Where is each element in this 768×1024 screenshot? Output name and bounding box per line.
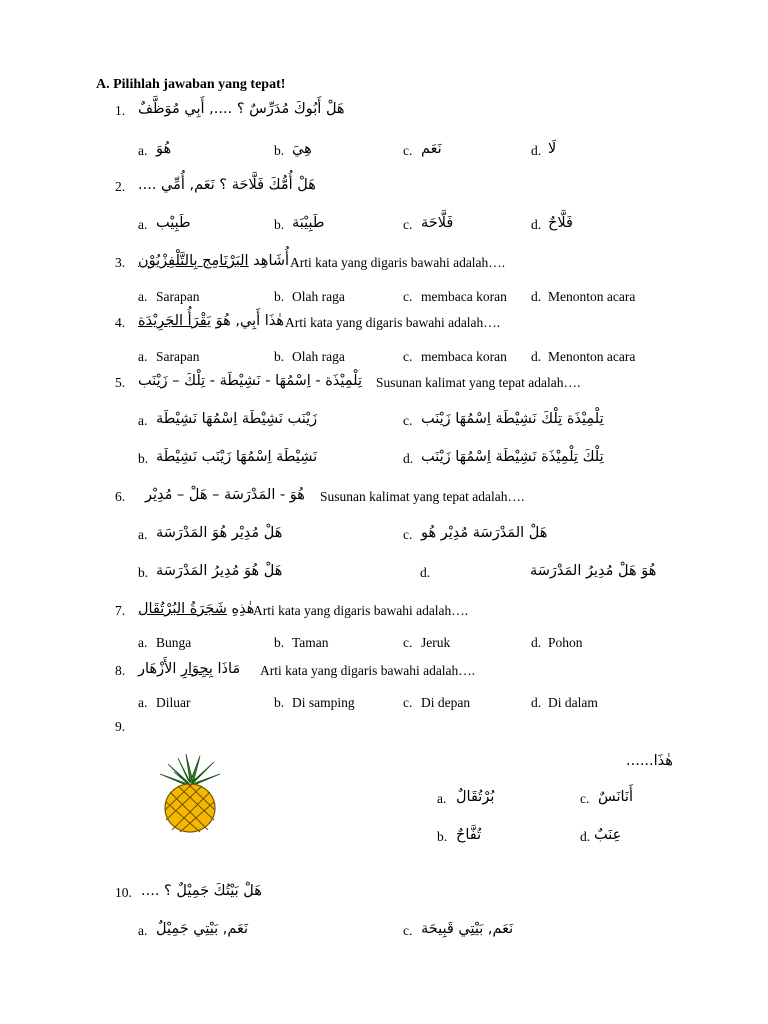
q7-arabic-pre: هٰذِهِ xyxy=(226,601,255,617)
q1-number: 1. xyxy=(115,103,126,118)
q8-number: 8. xyxy=(115,663,126,678)
q5-number: 5. xyxy=(115,375,126,390)
q4-opt-c-label: c. xyxy=(403,349,413,364)
q9-arabic: هٰذَا...... xyxy=(626,753,673,769)
q8-opt-a-label: a. xyxy=(138,695,148,710)
q4-arabic xyxy=(138,312,284,330)
q3-opt-a-label: a. xyxy=(138,289,148,304)
q6-opt-c: هَلْ المَدْرَسَة مُدِيْر هُو xyxy=(421,525,548,541)
q7-opt-b: Taman xyxy=(292,635,329,650)
q4-opt-b-label: b. xyxy=(274,349,285,364)
q10-opt-c-label: c. xyxy=(403,923,413,938)
q6-opt-b-label: b. xyxy=(138,565,149,580)
q2-opt-a-label: a. xyxy=(138,217,148,232)
q3-opt-a: Sarapan xyxy=(156,289,200,304)
q8-arabic-post: الأَزْهَار xyxy=(138,661,181,677)
q2-opt-d: فَلَّاحٌ xyxy=(548,215,573,231)
q8-opt-c: Di depan xyxy=(421,695,471,710)
q7-text: Arti kata yang digaris bawahi adalah…. xyxy=(253,603,469,618)
q7-opt-b-label: b. xyxy=(274,635,285,650)
q6-number: 6. xyxy=(115,489,126,504)
q5-text: Susunan kalimat yang tepat adalah…. xyxy=(376,375,581,390)
q4-text: Arti kata yang digaris bawahi adalah…. xyxy=(285,315,501,330)
q9-opt-d-label: d. xyxy=(580,829,591,844)
q9-opt-a-label: a. xyxy=(437,791,447,806)
q2-arabic: هَلْ أُمُّكَ فَلَّاحَة ؟ نَعَم, أُمِّي .... xyxy=(138,177,316,193)
q4-opt-b: Olah raga xyxy=(292,349,345,364)
q5-opt-b-label: b. xyxy=(138,451,149,466)
q8-opt-a: Diluar xyxy=(156,695,191,710)
q9-opt-c-label: c. xyxy=(580,791,590,806)
q2-number: 2. xyxy=(115,179,126,194)
q1-opt-c: نَعَم xyxy=(421,141,442,157)
q7-opt-a-label: a. xyxy=(138,635,148,650)
q4-arabic-underlined: يَقْرَأُ الجَرِيْدَة xyxy=(138,313,212,329)
q4-number: 4. xyxy=(115,315,126,330)
q4-opt-a: Sarapan xyxy=(156,349,200,364)
q3-opt-c-label: c. xyxy=(403,289,413,304)
pineapple-image xyxy=(156,752,224,834)
section-title: A. Pilihlah jawaban yang tepat! xyxy=(96,77,286,92)
q1-opt-d-label: d. xyxy=(531,143,542,158)
q6-opt-d-label: d. xyxy=(420,565,431,580)
q7-opt-d-label: d. xyxy=(531,635,542,650)
q9-opt-a: بُرْتُقَالٌ xyxy=(456,789,495,805)
q9-opt-d: عِنَبٌ xyxy=(594,827,622,843)
q6-opt-d: هُوَ هَلْ مُدِيرُ المَدْرَسَة xyxy=(530,563,657,579)
q2-opt-b-label: b. xyxy=(274,217,285,232)
q3-opt-d-label: d. xyxy=(531,289,542,304)
q5-opt-a: زَيْنَب نَشِيْطَة اِسْمُهَا نَشِيْطَة xyxy=(156,411,318,427)
q5-opt-d-label: d. xyxy=(403,451,414,466)
q3-arabic-pre: أُشَاهِد xyxy=(248,253,290,269)
q7-arabic-underlined: شَجَرَةُ البُرْتُقَال xyxy=(138,601,227,617)
q8-arabic xyxy=(138,660,240,678)
q9-opt-b: تُفَّاحٌ xyxy=(456,827,482,843)
q8-opt-b: Di samping xyxy=(292,695,355,710)
q3-opt-c: membaca koran xyxy=(421,289,507,304)
q3-opt-d: Menonton acara xyxy=(548,289,636,304)
q10-opt-c: نَعَم, بَيْتِي قَبِيحَة xyxy=(421,921,514,937)
q2-opt-c: فَلَّاحَة xyxy=(421,215,454,231)
q5-opt-a-label: a. xyxy=(138,413,148,428)
q7-number: 7. xyxy=(115,603,126,618)
q5-opt-c-label: c. xyxy=(403,413,413,428)
q4-opt-a-label: a. xyxy=(138,349,148,364)
q9-opt-b-label: b. xyxy=(437,829,448,844)
q7-opt-a: Bunga xyxy=(156,635,192,650)
q3-opt-b-label: b. xyxy=(274,289,285,304)
q1-opt-d: لَا xyxy=(548,141,557,157)
q7-arabic xyxy=(138,600,254,618)
q10-arabic: هَلْ بَيْتُكَ جَمِيْلٌ ؟ .... xyxy=(141,883,262,899)
q3-arabic xyxy=(138,252,289,270)
q1-opt-a-label: a. xyxy=(138,143,148,158)
q3-number: 3. xyxy=(115,255,126,270)
q3-text: Arti kata yang digaris bawahi adalah…. xyxy=(290,255,506,270)
q7-opt-d: Pohon xyxy=(548,635,583,650)
q6-text: Susunan kalimat yang tepat adalah…. xyxy=(320,489,525,504)
q1-opt-a: هُوَ xyxy=(156,141,172,157)
q5-arabic: تِلْمِيْذَة - اِسْمُهَا - نَشِيْطَة - تِلْكَ – زَيْنَب xyxy=(138,373,363,389)
q2-opt-a: طَبِيْب xyxy=(156,215,191,231)
q6-opt-c-label: c. xyxy=(403,527,413,542)
q6-arabic: هُوَ - المَدْرَسَة – هَلْ – مُدِيْر xyxy=(145,487,305,503)
q4-opt-c: membaca koran xyxy=(421,349,507,364)
q3-arabic-underlined: البَرْنَامِج بِالتَّلْفِزْيُوْن xyxy=(138,253,249,269)
q10-number: 10. xyxy=(115,885,132,900)
q8-opt-d-label: d. xyxy=(531,695,542,710)
q1-opt-b: هِيَ xyxy=(292,141,312,157)
q4-arabic-pre: هٰذَا أَبِي, هُوَ xyxy=(211,313,285,329)
q10-opt-a-label: a. xyxy=(138,923,148,938)
q3-opt-b: Olah raga xyxy=(292,289,345,304)
q6-opt-b: هَلْ هُوَ مُدِيرُ المَدْرَسَة xyxy=(156,563,283,579)
q2-opt-c-label: c. xyxy=(403,217,413,232)
q1-arabic: هَلْ أَبُوكَ مُدَرِّسٌ ؟ ...., أَبِي مُوَظَّفٌ xyxy=(138,101,345,117)
q4-opt-d-label: d. xyxy=(531,349,542,364)
q7-opt-c-label: c. xyxy=(403,635,413,650)
q5-opt-d: تِلْكَ تِلْمِيْذَة نَشِيْطَة اِسْمُهَا زَيْنَب xyxy=(421,449,604,465)
q2-opt-b: طَبِيْبَة xyxy=(292,215,325,231)
q9-opt-c: أَنَانَسٌ xyxy=(598,789,634,805)
q5-opt-c: تِلْمِيْذَة تِلْكَ نَشِيْطَة اِسْمُهَا زَيْنَب xyxy=(421,411,604,427)
q1-opt-b-label: b. xyxy=(274,143,285,158)
q4-opt-d: Menonton acara xyxy=(548,349,636,364)
q6-opt-a: هَلْ مُدِيْر هُوَ المَدْرَسَة xyxy=(156,525,283,541)
q7-opt-c: Jeruk xyxy=(421,635,451,650)
q5-opt-b: نَشِيْطَة اِسْمُهَا زَيْنَب نَشِيْطَة xyxy=(156,449,318,465)
q8-opt-d: Di dalam xyxy=(548,695,598,710)
q8-opt-b-label: b. xyxy=(274,695,285,710)
q8-arabic-pre: مَاذَا xyxy=(212,661,241,677)
q1-opt-c-label: c. xyxy=(403,143,413,158)
q8-arabic-underlined: بِجِوَارِ xyxy=(180,661,213,677)
q8-opt-c-label: c. xyxy=(403,695,413,710)
q9-number: 9. xyxy=(115,719,126,734)
q10-opt-a: نَعَم, بَيْتِي جَمِيْلٌ xyxy=(156,921,249,937)
q6-opt-a-label: a. xyxy=(138,527,148,542)
q8-text: Arti kata yang digaris bawahi adalah…. xyxy=(260,663,476,678)
q2-opt-d-label: d. xyxy=(531,217,542,232)
